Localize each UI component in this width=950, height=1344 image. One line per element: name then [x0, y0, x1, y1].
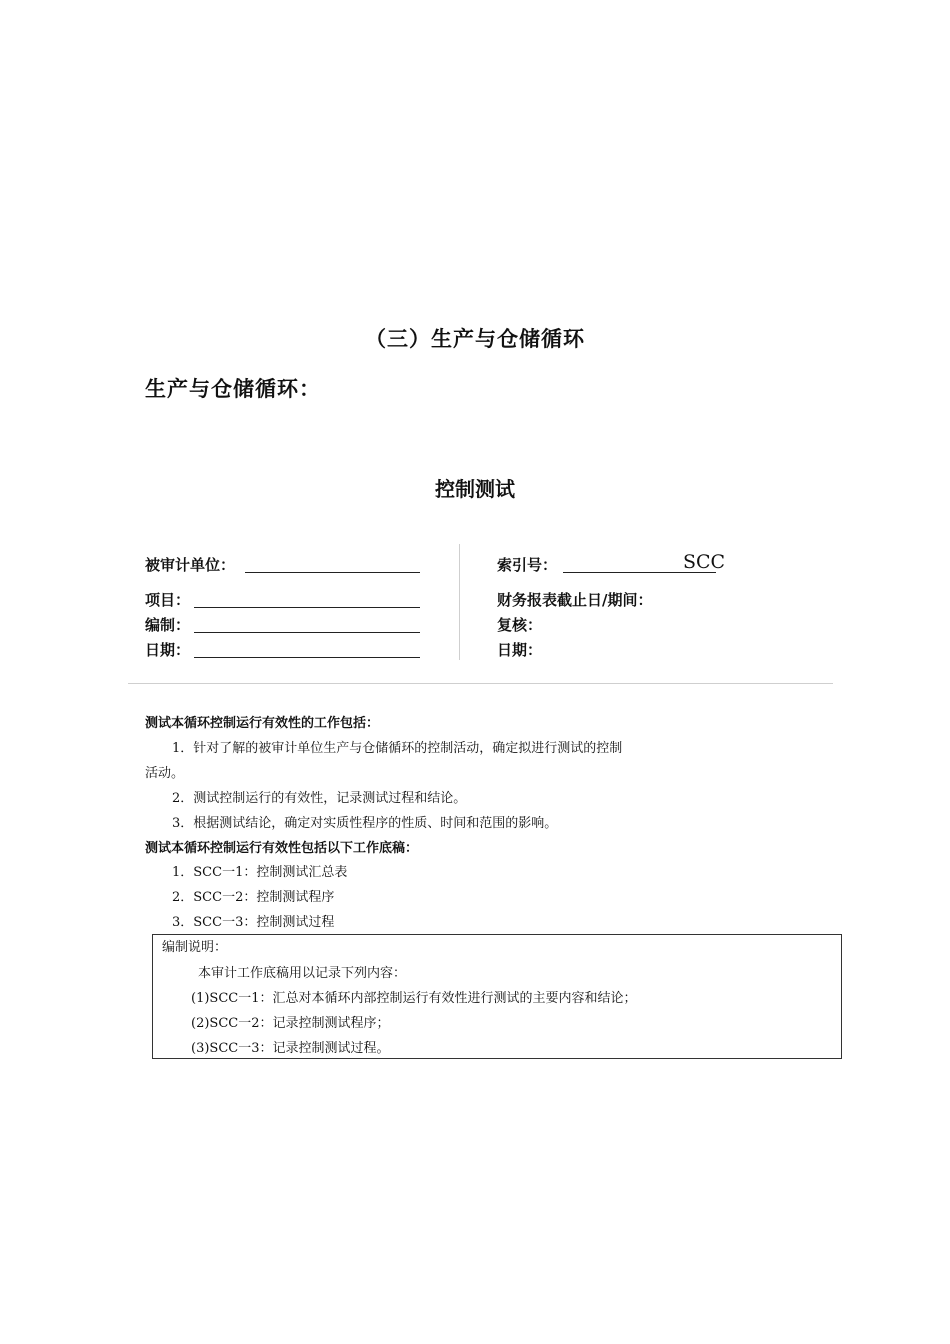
- sub-title: 控制测试: [435, 477, 515, 501]
- date-right-label: 日期：: [497, 641, 543, 659]
- index-value: SCC: [683, 551, 726, 573]
- column-divider: [459, 544, 460, 660]
- notes-item: (2)SCC一2：记录控制测试程序；: [191, 1016, 390, 1031]
- review-label: 复核：: [497, 616, 543, 634]
- prepared-field[interactable]: [194, 631, 420, 633]
- header-divider: [128, 683, 833, 684]
- auditee-field[interactable]: [245, 571, 420, 573]
- notes-intro: 本审计工作底稿用以记录下列内容：: [198, 966, 407, 981]
- notes-item: (1)SCC一1：汇总对本循环内部控制运行有效性进行测试的主要内容和结论；: [191, 991, 637, 1006]
- work-scope-item: 2．测试控制运行的有效性，记录测试过程和结论。: [172, 791, 467, 806]
- notes-heading: 编制说明：: [162, 940, 228, 955]
- date-left-field[interactable]: [194, 656, 420, 658]
- prepared-label: 编制：: [145, 616, 191, 634]
- period-label: 财务报表截止日/期间：: [497, 591, 653, 609]
- working-paper-item: 2．SCC一2：控制测试程序: [172, 890, 335, 905]
- working-papers-heading: 测试本循环控制运行有效性包括以下工作底稿：: [145, 841, 419, 856]
- work-scope-item: 3．根据测试结论，确定对实质性程序的性质、时间和范围的影响。: [172, 816, 558, 831]
- index-label: 索引号：: [497, 556, 558, 574]
- working-paper-item: 1．SCC一1：控制测试汇总表: [172, 865, 348, 880]
- section-heading: 生产与仓储循环：: [145, 377, 321, 401]
- page-title: （三）生产与仓储循环: [365, 327, 585, 351]
- auditee-label: 被审计单位：: [145, 556, 236, 574]
- work-scope-item-continuation: 活动。: [145, 766, 185, 781]
- notes-item: (3)SCC一3：记录控制测试过程。: [191, 1041, 390, 1056]
- item-label: 项目：: [145, 591, 191, 609]
- work-scope-item: 1．针对了解的被审计单位生产与仓储循环的控制活动，确定拟进行测试的控制: [172, 741, 623, 756]
- item-field[interactable]: [194, 606, 420, 608]
- working-paper-item: 3．SCC一3：控制测试过程: [172, 915, 335, 930]
- work-scope-heading: 测试本循环控制运行有效性的工作包括：: [145, 716, 380, 731]
- date-left-label: 日期：: [145, 641, 191, 659]
